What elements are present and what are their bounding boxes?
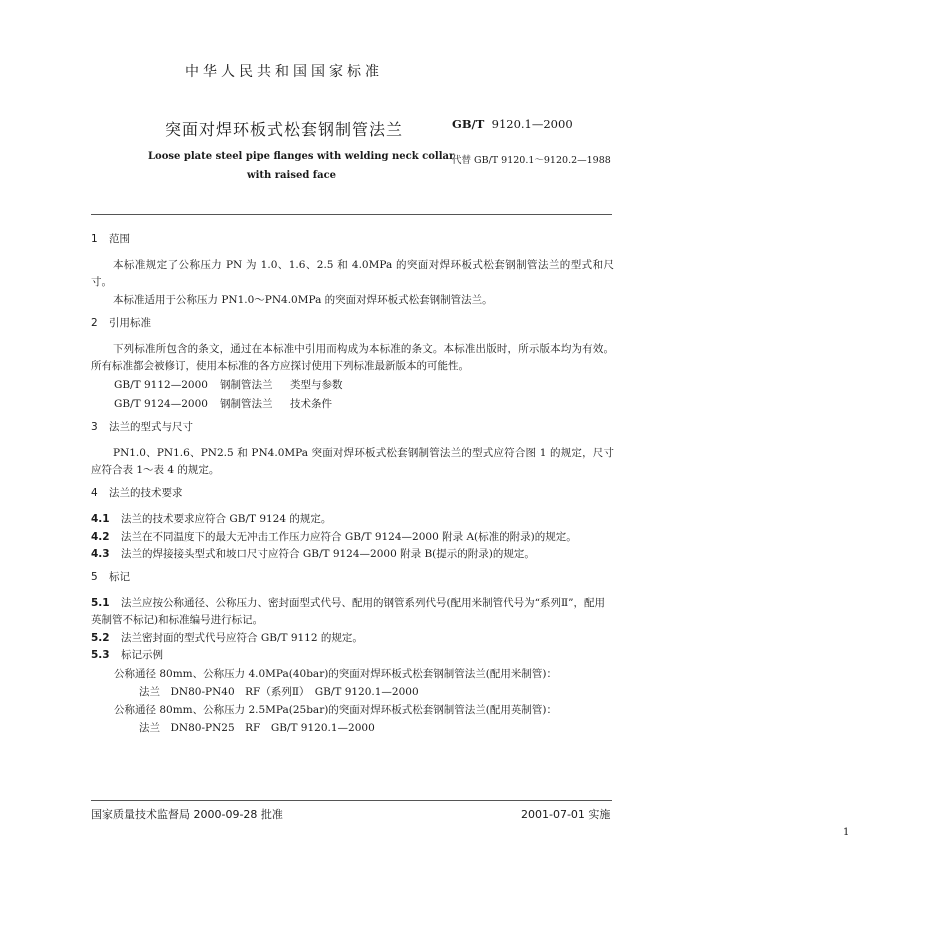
title-english-line1: Loose plate steel pipe flanges with welding neck collar [148, 151, 455, 162]
example-description: 公称通径 80mm、公称压力 2.5MPa(25bar)的突面对焊环板式松套钢制管法兰(配用英制管)： [114, 703, 557, 716]
approval-date: 国家质量技术监督局 2000-09-28 批准 [91, 808, 283, 821]
clause: 4.1 法兰的技术要求应符合 GB/T 9124 的规定。 [91, 513, 332, 525]
page-number: 1 [843, 827, 850, 838]
title-chinese: 突面对焊环板式松套钢制管法兰 [165, 120, 404, 139]
reference-item: GB/T 9112—2000 钢制管法兰 类型与参数 [114, 379, 343, 391]
section-heading-types: 3 法兰的型式与尺寸 [91, 421, 193, 433]
header-divider [91, 214, 612, 215]
section-heading-references: 2 引用标准 [91, 317, 151, 329]
issuing-organization: 中华人民共和国国家标准 [185, 64, 383, 80]
paragraph: PN1.0、PN1.6、PN2.5 和 PN4.0MPa 突面对焊环板式松套钢制管法兰的型式应符合图 1 的规定，尺寸应符合表 1～表 4 的规定。 [91, 447, 614, 476]
implementation-date: 2001-07-01 实施 [521, 808, 611, 821]
clause: 5.1 法兰应按公称通径、公称压力、密封面型式代号、配用的钢管系列代号(配用米制管代号为“系列Ⅱ”，配用英制管不标记)和标准编号进行标记。 [91, 596, 605, 626]
standard-number [452, 117, 573, 131]
title-english-line2: with raised face [247, 170, 337, 181]
document-body [91, 232, 614, 737]
clause: 5.2 法兰密封面的型式代号应符合 GB/T 9112 的规定。 [91, 631, 363, 644]
footer-divider [91, 800, 612, 801]
paragraph: 本标准规定了公称压力 PN 为 1.0、1.6、2.5 和 4.0MPa 的突面对焊环板式松套钢制管法兰的型式和尺寸。 [91, 259, 614, 288]
clause: 4.3 法兰的焊接接头型式和坡口尺寸应符合 GB/T 9124—2000 附录 B(提示的附录)的规定。 [91, 548, 535, 560]
section-heading-requirements: 4 法兰的技术要求 [91, 487, 183, 499]
example-description: 公称通径 80mm、公称压力 4.0MPa(40bar)的突面对焊环板式松套钢制管法兰(配用米制管)： [114, 667, 557, 680]
replaces-standard: 代替 GB/T 9120.1～9120.2—1988 [452, 155, 611, 166]
reference-item: GB/T 9124—2000 钢制管法兰 技术条件 [114, 398, 332, 410]
section-heading-marking: 5 标记 [91, 570, 130, 583]
clause: 4.2 法兰在不同温度下的最大无冲击工作压力应符合 GB/T 9124—2000 附录 A(标准的附录)的规定。 [91, 530, 577, 543]
example-marking: 法兰 DN80-PN25 RF GB/T 9120.1—2000 [139, 721, 375, 734]
paragraph: 本标准适用于公称压力 PN1.0～PN4.0MPa 的突面对焊环板式松套钢制管法兰。 [113, 294, 493, 306]
example-marking: 法兰 DN80-PN40 RF（系列Ⅱ） GB/T 9120.1—2000 [139, 685, 419, 698]
section-heading-scope: 1 范围 [91, 233, 130, 245]
standard-number-value: 9120.1—2000 [491, 117, 573, 131]
paragraph: 下列标准所包含的条文，通过在本标准中引用而构成为本标准的条文。本标准出版时，所示版本均为有效。所有标准都会被修订，使用本标准的各方应探讨使用下列标准最新版本的可能性。 [91, 343, 614, 372]
standard-prefix: GB/T [452, 117, 485, 131]
clause: 5.3 标记示例 [91, 649, 163, 661]
